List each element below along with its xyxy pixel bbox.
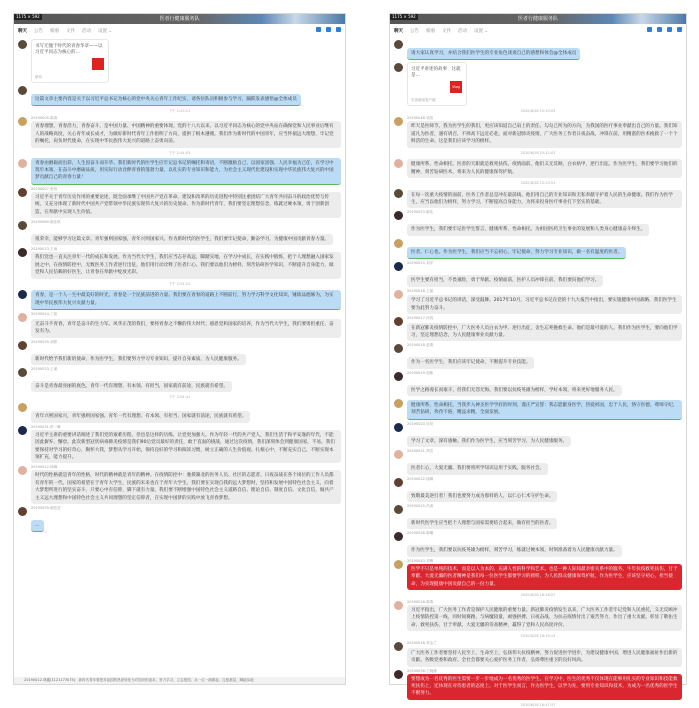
sender-name: 20190018-赵倩 bbox=[407, 343, 434, 348]
phone-icon[interactable] bbox=[316, 27, 321, 32]
avatar[interactable] bbox=[394, 290, 403, 299]
message-body bbox=[31, 465, 341, 504]
phone-icon[interactable] bbox=[647, 27, 652, 32]
message-bubble: 作为一名医学生，我们应该牢记使命，不断提升专业技能。 bbox=[407, 357, 534, 368]
avatar[interactable] bbox=[394, 262, 403, 271]
message-body bbox=[407, 343, 682, 368]
timestamp: 2020/6/28 16:18:07 bbox=[520, 592, 556, 597]
avatar[interactable] bbox=[394, 344, 403, 353]
sender-name: 20190025-冯涛 bbox=[407, 503, 434, 508]
message-row bbox=[394, 188, 682, 208]
message-body bbox=[31, 425, 341, 464]
message-bubble: 习近平指出，广大医务工作者是保护人民健康的重要力量。新冠肺炎疫情发生以来，广大医务工作者牢记党和人民重托，义无反顾冲上疫情防控第一线，同时间赛跑、与病魔较量，顽强拼搏、日夜奋战，为抗击疫情付出了艰苦努力，作出了重大贡献。彰显了敬佑生命、救死扶伤、甘于奉献、大爱无疆的崇高精神，赢得了党和人民高度评价。 bbox=[407, 605, 682, 631]
card-thumbnail: Vlog bbox=[450, 81, 462, 93]
timestamp: 2020/6/28 16:19:13 bbox=[520, 634, 556, 639]
message-bubble: 很荣幸，能够学习这篇文章。青年强则国家强，青年兴则国家兴。作为新时代的医学生，我们要牢记使命，勤奋学习，为健康中国贡献青春力量。 bbox=[31, 234, 333, 245]
message-bubble: 学习了习近平总书记的讲话，深受鼓舞。2017年10月，习近平总书记在党的十九大报告中指出，要实施健康中国战略，我们医学生要为此努力奋斗。 bbox=[407, 295, 682, 314]
timestamp: 下午 2:44:03 bbox=[168, 150, 191, 155]
sender-name: 20190020-吴昊 bbox=[407, 421, 434, 426]
sender-name: 20190018-李金兰 bbox=[407, 641, 437, 646]
message-body bbox=[407, 39, 682, 60]
message-row bbox=[394, 477, 682, 502]
card-thumbnail bbox=[92, 58, 104, 70]
timestamp: 2020/6/28 15:12:03 bbox=[520, 150, 556, 155]
message-body bbox=[31, 116, 341, 147]
message-body bbox=[407, 398, 682, 419]
avatar[interactable] bbox=[18, 86, 27, 95]
avatar[interactable] bbox=[394, 642, 403, 651]
avatar bbox=[394, 63, 403, 72]
message-body bbox=[407, 210, 682, 235]
avatar[interactable] bbox=[394, 532, 403, 541]
message-bubble: 青春，是一个人一生中最美好的时光，青春是一个民族前进的力量。我们要在青春的道路上不断前行，努力学习科学文化知识，锤炼品德修为，为实现中华民族伟大复兴贡献力量。 bbox=[31, 290, 341, 310]
sender-name: 20190031-彭一琳 bbox=[31, 424, 61, 429]
message-body bbox=[31, 187, 341, 218]
tab-5[interactable]: 设置 ⌄ bbox=[474, 28, 489, 34]
message-bubble: 学习了文章，深有感触。我们作为医学生，应当刻苦学习，为人民健康服务。 bbox=[407, 436, 571, 447]
message-row bbox=[18, 187, 341, 218]
shared-article-card[interactable] bbox=[31, 39, 109, 83]
chat-window-left bbox=[13, 13, 346, 685]
tab-1[interactable]: 公告 bbox=[410, 28, 419, 34]
sender-name: 20190017-孙悦 bbox=[407, 316, 434, 321]
avatar[interactable] bbox=[394, 159, 403, 168]
message-body bbox=[407, 188, 682, 208]
message-bubble: 青春由磨砺而出彩，人生因奋斗而升华。我们新时代的医学生应牢记总书记的嘱托和寄语，不断激励自己，以国家富强、人民幸福为己任，在学习中筑牢本领，在奋斗中磨砺品质，用实际行动诠释青春的蓬勃力量。以扎实的专业知识和能力，为社会主义现代化建设和实现中华民族伟大复兴的中国梦贡献自己的青春力量！ bbox=[31, 158, 341, 185]
message-bubble: 医者，仁心也。作为医学生，我们应当不忘初心，牢记使命，努力学习专业知识，做一名有温度的医者。 bbox=[407, 247, 626, 259]
toolbar-icons bbox=[316, 27, 341, 32]
message-row bbox=[18, 340, 341, 365]
tab-3[interactable]: 文件 bbox=[442, 28, 451, 34]
title-bar[interactable] bbox=[14, 14, 345, 24]
sender-name: 20190016-王磊 bbox=[407, 288, 434, 293]
message-body bbox=[31, 340, 341, 365]
sender-name: 20190048-吴阳 bbox=[407, 116, 434, 121]
message-row bbox=[394, 559, 682, 590]
message-row bbox=[394, 371, 682, 396]
message-body bbox=[407, 641, 682, 666]
message-bubble: 我们党也一直关注青年一代的成长和发展。作为当代大学生，我们应当志存高远，脚踏实地，在学习中成长，在实践中锻炼，把个人理想融入国家发展之中。在疫情防控中，无数医务工作者逆行出征，他们用行动诠释了医者仁心。我们要以他们为榜样，刻苦钻研医学知识，不断提升自身能力，做党和人民信赖的好医生，让青春在奉献中绽放光彩。 bbox=[31, 252, 341, 278]
title-bar[interactable] bbox=[390, 14, 686, 24]
timestamp: 下午 2:54:41 bbox=[168, 395, 191, 400]
message-body bbox=[407, 261, 682, 286]
card-title: 习近平讲述的故事：这就是… bbox=[411, 67, 461, 79]
message-bubble: 作为医学生，我们要牢记医学生誓言，健康所系，性命相托。为祖国医药卫生事业的发展和人类身心健康奋斗终生。 bbox=[407, 224, 649, 235]
message-bubble: 新时代给予我们新的使命，作为医学生，我们要努力学习专业知识，提升自身素质，为人民健康服务。 bbox=[31, 354, 246, 365]
avatar[interactable] bbox=[394, 423, 403, 432]
avatar[interactable] bbox=[394, 317, 403, 326]
message-body bbox=[31, 85, 341, 106]
message-body bbox=[407, 371, 682, 396]
message-row bbox=[18, 402, 341, 422]
message-body bbox=[31, 312, 341, 337]
message-row bbox=[394, 669, 682, 700]
avatar[interactable] bbox=[394, 117, 403, 126]
message-bubble: 时代的性格就是青年的性格，时代的精神就是青年的精神。在疫情防控中：驰援湖北的医务人员、社区的志愿者、日夜奋战在各个岗位的工作人员都有青年的一代。国家的希望在于青年大学生，民族的未来也在于青年大学生。我们要在实现自我的远大梦想时，坚持和发展中国特色社会主义，向着大梦想所进行的坚实奋斗，只要心中有信仰，脚下就有力量。我们要不断增强中国特色社会主义道路自信、理论自信、制度自信、文化自信，做共产主义远大理想和中国特色社会主义共同理想的坚定信仰者，在实现中国梦的实践中放飞青春梦想。 bbox=[31, 470, 341, 504]
message-body bbox=[407, 504, 682, 529]
message-row bbox=[18, 247, 341, 278]
message-row bbox=[394, 289, 682, 314]
message-row bbox=[394, 210, 682, 235]
avatar[interactable] bbox=[394, 505, 403, 514]
message-bubble: 医者仁心，大爱无疆。我们要将所学知识运用于实践，服务社会。 bbox=[407, 463, 548, 474]
message-body bbox=[407, 289, 682, 314]
message-row bbox=[394, 261, 682, 286]
message-row bbox=[18, 506, 341, 532]
avatar[interactable] bbox=[394, 601, 403, 610]
tab-1[interactable]: 公告 bbox=[34, 28, 43, 34]
message-body bbox=[407, 422, 682, 447]
avatar[interactable] bbox=[394, 211, 403, 220]
avatar[interactable] bbox=[394, 189, 403, 198]
avatar[interactable] bbox=[18, 159, 27, 168]
message-row bbox=[18, 85, 341, 106]
message-bubble: 作为医学生，我们要以抗疫英雄为榜样，刻苦学习，练就过硬本领，时刻准备着为人民健康贡献力量。 bbox=[407, 545, 622, 556]
avatar[interactable] bbox=[394, 450, 403, 459]
message-body bbox=[31, 220, 341, 245]
message-card bbox=[394, 62, 682, 106]
settings-icon[interactable] bbox=[677, 27, 682, 32]
message-bubble: … bbox=[31, 520, 44, 532]
message-row bbox=[394, 422, 682, 447]
sender-name: 20190007-张玥 bbox=[31, 186, 58, 191]
sender-name: 20190036-王晓涵 bbox=[407, 668, 437, 673]
sender-name: 20190060-陈佳琪 bbox=[31, 220, 61, 225]
avatar[interactable] bbox=[18, 341, 27, 350]
message-bubble: 在每一次重大疫情的面前，医务工作者总是冲在最前线。他们用自己的专业知识和无私奉献守护着人民的生命健康。我们作为医学生，应当以他们为榜样，努力学习，不断提高自身能力，为将来投身医疗事业打下坚实的基础。 bbox=[407, 190, 682, 209]
message-row bbox=[394, 158, 682, 178]
sender-name: 20190021-郑雪 bbox=[407, 449, 434, 454]
avatar[interactable] bbox=[18, 368, 27, 377]
group-title: 医者行健康服务队 bbox=[159, 16, 200, 22]
sender-name: 20190033-王丽 bbox=[31, 366, 58, 371]
message-bubble: 青春理想，青春活力，青春奋斗，是中国力量、中国精神的重要体现。党的十八大以来，以习近平同志为核心的党中央站在确保党和人民事业后继有人的战略高度，关心青年成长成才，为做好新时代青年工作指明了方向，提供了根本遵循。我们作为新时代的中国青年，应当怀揣远大理想，牢记党的嘱托，肩负时代使命，在实现中华民族伟大复兴的道路上奋勇向前。 bbox=[31, 121, 341, 147]
message-feed[interactable] bbox=[390, 39, 686, 707]
message-row bbox=[18, 425, 341, 464]
message-bubble: 昨天是医师节，我为医学生的我们，更应该知道自己肩上的责任。勾勾己所为的方向，为我国的医疗事业奉献出自己的力量。我们知道凡为医者，遇有请召，不择高下远近必赴。面对新冠肺炎疫情，广大医务工作者日夜奋战，冲锋在前，用精湛的医术挽救了一个个鲜活的生命。这是我们应该学习的榜样。 bbox=[407, 121, 682, 147]
avatar[interactable] bbox=[18, 290, 27, 299]
message-body bbox=[407, 158, 682, 178]
message-bubble: 致敬最美逆行者！我们也要努力成为那样的人，以仁心仁术守护生命。 bbox=[407, 491, 557, 502]
timestamp: 2020/6/28 15:20:51 bbox=[520, 181, 556, 186]
message-bubble: 新时代医学生应当把个人理想与国家需要结合起来，做有担当的医者。 bbox=[407, 518, 557, 529]
tab-0[interactable]: 聊天 bbox=[18, 28, 27, 34]
message-body bbox=[407, 600, 682, 631]
avatar[interactable] bbox=[394, 560, 403, 569]
message-body bbox=[407, 477, 682, 502]
avatar[interactable] bbox=[394, 670, 403, 679]
message-row bbox=[394, 641, 682, 666]
group-title: 医者行健康服务队 bbox=[517, 16, 558, 22]
message-body bbox=[407, 316, 682, 341]
message-row bbox=[18, 220, 341, 245]
avatar[interactable] bbox=[394, 399, 403, 408]
sender-name: 20190005-陈涛 bbox=[31, 116, 58, 121]
sender-name: 20190015-刘洋 bbox=[407, 261, 434, 266]
message-body bbox=[31, 506, 341, 532]
sender-name: 20190024-丁凯 bbox=[31, 312, 58, 317]
message-bubble: 医学不只是单纯的技术，而是以人为本的、充满人性的科学和艺术。也是一种人际间最亲密关系中的服务。牛年抗疫救死扶伤，甘于奉献、大爱无疆的医者精神是我们每一位医学生都要学习的榜样，为人民群众健康保驾护航，作为医学生，应该坚守初心，担当使命，为实现健康中国贡献自己的一份力量。 bbox=[407, 564, 682, 590]
avatar[interactable] bbox=[394, 40, 403, 49]
message-row bbox=[394, 343, 682, 368]
message-body bbox=[407, 238, 682, 259]
message-bubble: 医学生要有担当，不畏艰险，勇于奉献。疫情面前，医护人员冲锋在前，我们要向他们学习。 bbox=[407, 275, 603, 286]
message-body bbox=[31, 158, 341, 185]
shared-article-card[interactable] bbox=[407, 62, 467, 106]
message-body bbox=[31, 289, 341, 310]
message-row bbox=[18, 465, 341, 504]
timestamp: 下午 2:51:22 bbox=[168, 281, 191, 286]
card-source: 微信 bbox=[35, 75, 42, 79]
sender-name: 20190012-杨琳 bbox=[31, 465, 58, 470]
timestamp: 2020/6/28 16:47:37 bbox=[520, 702, 556, 707]
sender-name: 20190016-陈瑞 bbox=[407, 599, 434, 604]
status-bar: 20190012-林鑫(1121173075)：新时代青年要把对祖国的热爱转化为对知识的追求，努力学习，立志报国，从一点一滴做起，扎根基层，脚踏实地 bbox=[14, 677, 345, 684]
message-row bbox=[394, 398, 682, 419]
message-row bbox=[394, 316, 682, 341]
avatar[interactable] bbox=[394, 478, 403, 487]
message-body bbox=[407, 559, 682, 590]
screen-share-icon[interactable] bbox=[336, 27, 341, 32]
sender-name: 20190013-王雨 bbox=[31, 247, 58, 252]
timestamp: 2020/6/28 15:10:03 bbox=[520, 109, 556, 114]
message-row bbox=[18, 289, 341, 310]
avatar[interactable] bbox=[394, 372, 403, 381]
avatar[interactable] bbox=[18, 221, 27, 230]
tab-bar bbox=[14, 24, 345, 37]
tab-4[interactable]: 活动 bbox=[458, 28, 467, 34]
message-bubble: 医学之路漫长而艰辛，但我们无怨无悔。我们要以抗疫英雄为榜样，学好本领，将来更好地服务人民。 bbox=[407, 385, 622, 396]
tab-3[interactable]: 文件 bbox=[66, 28, 75, 34]
video-icon[interactable] bbox=[657, 27, 662, 32]
message-row bbox=[394, 238, 682, 259]
avatar[interactable] bbox=[394, 239, 403, 248]
message-bubble: 习近平主席的重要讲话阐述了我们党的艰难历程，但也是这样的历练，让党更加强大。作为年轻一代的共产党人，我们生活于和平安逸的年代，不能因此摒弃、懈怠。此次新型冠状病毒肺炎疫情是我们90后党员最好的责任，敢于直面的挑战，通过这次疫情，我们深刻体会到健康国家，不易。我们要保持对学习的好奇心，胸怀大我，梦想从学习开始，保持良好的学习和阅读习惯，树立正确的人生价值观。扎根心中，不断充实自己，不断实现本领扩充，能力提升。 bbox=[31, 430, 341, 464]
message-row bbox=[394, 449, 682, 474]
avatar[interactable] bbox=[18, 466, 27, 475]
message-row bbox=[18, 312, 341, 337]
tab-0[interactable]: 聊天 bbox=[394, 28, 403, 34]
message-body bbox=[407, 449, 682, 474]
message-body bbox=[31, 247, 341, 278]
message-bubble: 这篇文章主要内容是关于以习近平总书记为核心的党中央关心青年工作纪实，请各位队员积极参与学习，踊跃发表感悟@全体成员 bbox=[31, 94, 301, 106]
sender-name: 20190039-陈钰莹 bbox=[31, 505, 61, 510]
sender-name: 20190022-钱琳 bbox=[407, 476, 434, 481]
message-bubble: 在新冠肺炎疫情防控中，广大医务人员白衣为甲、逆行出征，舍生忘死挽救生命。他们是最可爱的人。我们作为医学生，要向他们学习，坚定理想信念，为人民健康事业贡献力量。 bbox=[407, 323, 682, 342]
message-body bbox=[407, 669, 682, 700]
message-body bbox=[31, 402, 341, 422]
video-icon[interactable] bbox=[326, 27, 331, 32]
message-row bbox=[394, 504, 682, 529]
window-size-label: 1175 × 592 bbox=[392, 14, 416, 19]
message-bubble: 请大家认真学习，并结合我们医学生的专业角色谈谈自己的感想和体会@全体成员 bbox=[407, 48, 580, 60]
message-row bbox=[18, 116, 341, 147]
avatar[interactable] bbox=[18, 313, 27, 322]
sender-name: 20190019-周敏 bbox=[407, 370, 434, 375]
message-card bbox=[18, 39, 341, 83]
message-bubble: 健康所系，性命相托。当我步入神圣医学学府的时刻，谨庄严宣誓：我志愿献身医学，热爱祖国，忠于人民，恪守医德，尊师守纪，刻苦钻研，孜孜不倦，精益求精，全面发展。 bbox=[407, 400, 682, 420]
chat-window-right bbox=[389, 13, 687, 707]
toolbar-icons bbox=[647, 27, 682, 32]
message-body bbox=[407, 531, 682, 556]
card-title: 书写无愧于时代的青春华章——以习近平同志为核心的… bbox=[35, 44, 103, 55]
screen-share-icon[interactable] bbox=[667, 27, 672, 32]
window-size-label: 1175 × 592 bbox=[16, 14, 40, 19]
avatar[interactable] bbox=[18, 188, 27, 197]
avatar[interactable] bbox=[18, 507, 27, 516]
message-row bbox=[18, 158, 341, 185]
message-bubble: 广大医务工作者要坚持人民至上、生命至上，弘扬伟大抗疫精神，努力促进医学进步，为建设健康中国、增进人民健康福祉作出新的贡献。各级党委和政府、全社会都要关心爱护医务工作者，弘扬尊医重卫的良好风尚。 bbox=[407, 648, 682, 667]
message-bubble: 要想成为一名优秀的医生需要一步一步地成为一名优秀的医学生。在学习中，医生的优秀不仅体现在能够用扎实的专业知识和技能救死扶伤上，还体现在对待患者的态度上。对于医学生而言，作为医学生，以学为先，要用专业知识和技术，为成为一名优秀的医学生不断努力。 bbox=[407, 674, 682, 700]
avatar bbox=[18, 40, 27, 49]
message-body bbox=[31, 367, 341, 392]
tab-4[interactable]: 活动 bbox=[82, 28, 91, 34]
avatar[interactable] bbox=[18, 403, 27, 412]
message-feed[interactable] bbox=[14, 39, 345, 675]
message-bubble: 青年兴则国家兴，青年强则国家强。青年一代有理想、有本领、有担当，国家就有前途，民族就有希望。 bbox=[31, 411, 250, 422]
message-bubble: 奋斗是青春最亮丽的底色。青年一代有理想、有本领、有担当，国家就有前途，民族就有希望。 bbox=[31, 381, 232, 392]
tab-2[interactable]: 相册 bbox=[50, 28, 59, 34]
tab-bar bbox=[390, 24, 686, 37]
avatar[interactable] bbox=[18, 117, 27, 126]
message-row bbox=[18, 367, 341, 392]
tab-2[interactable]: 相册 bbox=[426, 28, 435, 34]
message-body bbox=[407, 116, 682, 147]
message-bubble: 健康所系，性命相托。医者的天职就是救死扶伤。疫情面前，他们义无反顾，白衣执甲，逆行出征。作为医学生，我们要学习他们的精神，刻苦钻研医术，将来为人民的健康保驾护航。 bbox=[407, 159, 682, 178]
avatar[interactable] bbox=[18, 248, 27, 257]
sender-name: 20190026-陈曦 bbox=[407, 531, 434, 536]
message-bubble: 无奋斗不青春，青年是奋斗的生力军。风华正茂的我们，要将青春之不懈的伟大时代；感恩党和国家的培养，作为当代大学生，我们要勇担重任，奋发有为。 bbox=[31, 319, 341, 338]
message-row bbox=[394, 531, 682, 556]
timestamp: 下午 2:43:21 bbox=[168, 109, 191, 114]
tab-5[interactable]: 设置 ⌄ bbox=[98, 28, 113, 34]
message-row bbox=[394, 39, 682, 60]
sender-name: 20190030-刘婷 bbox=[31, 339, 58, 344]
message-row bbox=[394, 116, 682, 147]
sender-name: 20190023-陈兆 bbox=[407, 210, 434, 215]
avatar[interactable] bbox=[18, 426, 27, 435]
message-bubble: 习近平关于青年历史作用的重要论述，既全面承继了中国共产党在革命、建设和改革的历史进程中特别注重团结广大青年共同奋斗的政治优势与传统，又充分体现了新时代中国共产党带领中华民族实现伟大复兴的历史使命。作为新时代青年，我们要坚定理想信念，练就过硬本领，勇于创新创造，在奉献中实现人生价值。 bbox=[31, 192, 341, 218]
sender-name: 20190043-刘博 bbox=[407, 558, 434, 563]
message-row bbox=[394, 600, 682, 631]
card-source: 央视新闻客户端 bbox=[411, 98, 436, 103]
